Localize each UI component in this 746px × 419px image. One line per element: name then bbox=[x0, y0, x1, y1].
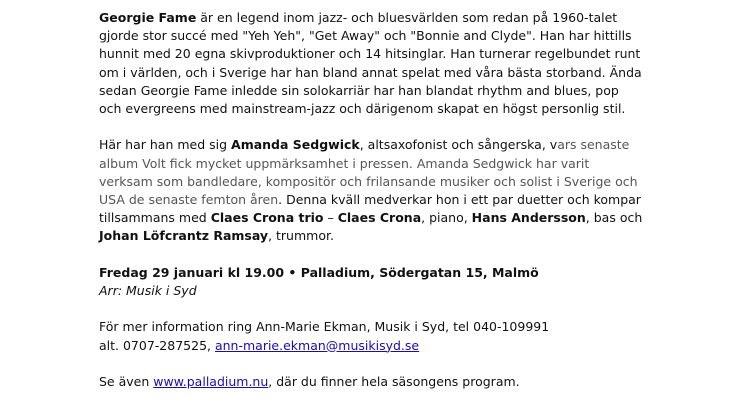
pianist-name: Claes Crona bbox=[337, 210, 422, 226]
bassist-name: Hans Andersson bbox=[471, 210, 586, 226]
contact-email-link[interactable]: ann-marie.ekman@musikisyd.se bbox=[214, 337, 420, 353]
guest-text-4: . Denna kväll medverkar hon i ett par duetter och kompar tillsammans med bbox=[99, 192, 641, 226]
intro-paragraph bbox=[99, 9, 644, 118]
footer-line bbox=[99, 373, 644, 391]
intro-text: är en legend inom jazz- och bluesvärlden som redan på 1960-talet gjorde stor succé med "Yeh Yeh", "Get Away" och "Bonnie and Clyde". Han har hittills hunnit med 20 egna skivproduktioner och 14 hitsinglar. Han turnerar regelbundet runt om i världen, och i Sverige har han bland annat spelat med våra bästa storband. Ända sedan Georgie Fame inledde sin solokarriär har han blandat rhythm and blues, pop och evergreens med mainstream-jazz och därigenom skapat en högst personlig stil. bbox=[99, 10, 642, 117]
contact-line-1: För mer information ring Ann-Marie Ekman, Musik i Syd, tel 040-109991 bbox=[99, 319, 550, 335]
website-link[interactable]: www.palladium.nu bbox=[153, 374, 269, 389]
press-release-body bbox=[99, 9, 644, 391]
footer-suffix: , där du finner hela säsongens program. bbox=[268, 374, 520, 389]
guest-text-6: , piano, bbox=[421, 210, 472, 226]
trio-name: Claes Crona trio bbox=[210, 210, 324, 226]
guest-paragraph bbox=[99, 136, 644, 245]
guest-text-3: ars senaste album Volt fick mycket uppmärksamhet i pressen. Amanda Sedgwick har varit verksam som bandledare, kompositör och frilansande musiker och solist i Sverige och USA de senaste femton åren bbox=[99, 137, 638, 208]
guest-text-7: , bas och bbox=[585, 210, 643, 226]
guest-name: Amanda Sedgwick bbox=[231, 137, 360, 153]
event-line: Fredag 29 januari kl 19.00 • Palladium, Södergatan 15, Malmö bbox=[99, 264, 539, 280]
event-arranger: Arr: Musik i Syd bbox=[99, 283, 197, 299]
footer-prefix: Se även bbox=[99, 374, 154, 389]
drummer-name: Johan Löfcrantz Ramsay bbox=[99, 228, 269, 244]
event-info bbox=[99, 264, 644, 300]
contact-info bbox=[99, 318, 644, 354]
contact-line-2-prefix: alt. 0707-287525, bbox=[99, 337, 215, 353]
artist-name: Georgie Fame bbox=[99, 10, 197, 25]
guest-text-2: , altsaxofonist och sångerska, v bbox=[359, 137, 558, 153]
guest-text-8: , trummor. bbox=[268, 228, 334, 244]
guest-text-5: – bbox=[323, 210, 338, 226]
guest-text-1: Här har han med sig bbox=[99, 137, 232, 153]
